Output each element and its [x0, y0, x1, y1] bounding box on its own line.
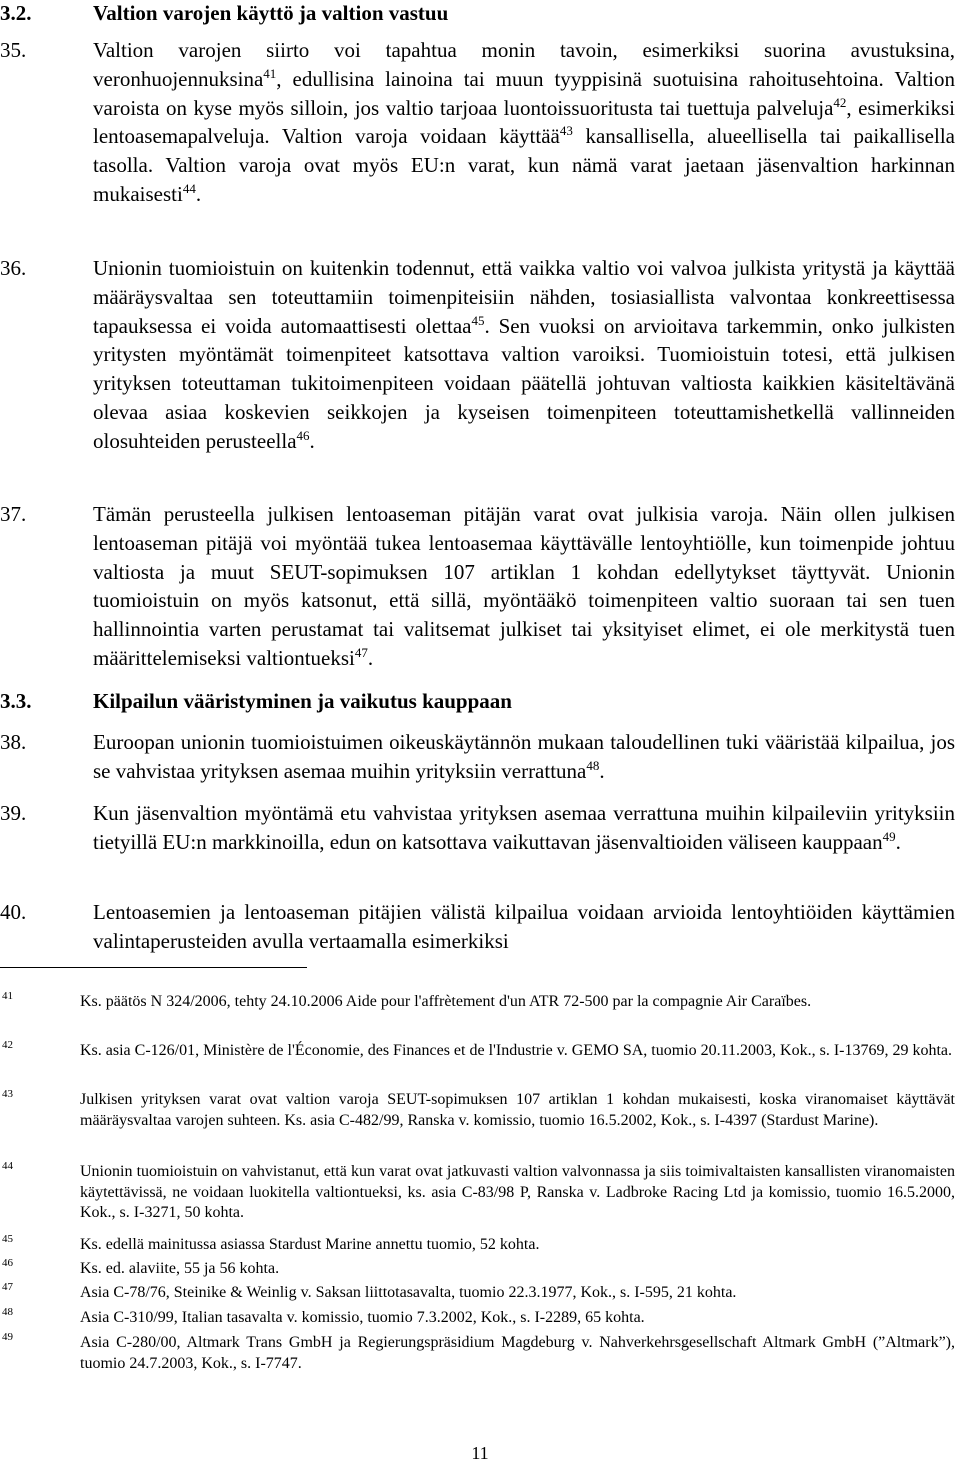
footnote-text: Ks. päätös N 324/2006, tehty 24.10.2006 Aide pour l'affrètement d'un ATR 72-500 par la compagnie Air Caraïbes.: [80, 993, 812, 1010]
section-number: 3.2.: [0, 1, 32, 25]
footnote-number: 49: [2, 1331, 13, 1343]
footnote-ref[interactable]: 45: [471, 312, 485, 328]
footnote-text: Ks. ed. alaviite, 55 ja 56 kohta.: [80, 1260, 280, 1277]
text-segment: Kun jäsenvaltion myöntämä etu vahvistaa yrityksen asemaa verrattuna muihin kilpaileviin yrityksiin tietyillä EU:n markkinoilla, edun on katsottava vaikuttavan jäsenvaltioiden väliseen kauppaan: [93, 801, 955, 854]
paragraph-number: 40.: [0, 900, 27, 924]
paragraph-number: 39.: [0, 801, 27, 825]
footnote-text: Asia C-280/00, Altmark Trans GmbH ja Regierungspräsidium Magdeburg v. Nahverkehrsgesellschaft Altmark GmbH (”Altmark”), tuomio 24.7.2003, Kok., s. I-7747.: [80, 1334, 955, 1372]
page-number: 11: [471, 1443, 489, 1463]
footnote-text: Unionin tuomioistuin on vahvistanut, että kun varat ovat jatkuvasti valtion valvonnassa ja siis toimivaltaisten kansallisten viranomaisten käytettävissä, ne voidaan luokitella valtiontueksi, ks. asia C-83/98 P, Ranska v. Ladbroke Racing Ltd ja komissio, tuomio 16.5.2000, Kok., s. I-3271, 50 kohta.: [80, 1163, 955, 1221]
paragraph-number: 38.: [0, 730, 27, 754]
footnote-text: Asia C-310/99, Italian tasavalta v. komissio, tuomio 7.3.2002, Kok., s. I-2289, 65 kohta.: [80, 1309, 645, 1326]
footnote-ref[interactable]: 47: [354, 644, 368, 660]
text-segment: .: [599, 758, 605, 783]
footnote-text: Asia C-78/76, Steinike & Weinlig v. Saksan liittotasavalta, tuomio 22.3.1977, Kok., s. I-595, 21 kohta.: [80, 1284, 737, 1301]
text-segment: Tämän perusteella julkisen lentoaseman pitäjän varat ovat julkisia varoja. Näin ollen julkisen lentoaseman pitäjä voi myöntää tukea lentoasemaa käyttävälle lentoyhtiölle, kun toimenpide johtuu valtiosta ja muut SEUT-sopimuksen 107 artiklan 1 kohdan edellytykset täyttyvät. Unionin tuomioistuin on myös katsonut, että sillä, myöntääkö toimenpiteen valtio suoraan tai sen tuen hallinnointia varten perustamat tai valitsemat julkiset tai yksityiset elimet, ei ole merkitystä tuen määrittelemiseksi valtiontueksi: [93, 502, 955, 670]
text-segment: , edullisina lainoina tai muun tyyppisinä suotuisina rahoitusehtoina. Valtion varoista on kyse myös silloin, jos valtio tarjoaa luontoissuoritusta tai tuettuja palveluja: [93, 66, 955, 120]
footnote-number: 45: [2, 1233, 13, 1245]
text-segment: .: [195, 181, 202, 206]
footnote-number: 41: [2, 990, 13, 1002]
paragraph-number: 36.: [0, 256, 27, 280]
text-segment: .: [367, 645, 374, 670]
footnote-text: Julkisen yrityksen varat ovat valtion varoja SEUT-sopimuksen 107 artiklan 1 kohdan mukaisesti, koska viranomaiset käyttävät määräysvaltaa varojen suhteen. Ks. asia C-482/99, Ranska v. komissio, tuomio 16.5.2002, Kok., s. I-4397 (Stardust Marine).: [80, 1091, 955, 1129]
section-number: 3.3.: [0, 689, 32, 713]
footnote-ref[interactable]: 46: [296, 427, 310, 443]
text-segment: Lentoasemien ja lentoaseman pitäjien välistä kilpailua voidaan arvioida lentoyhtiöiden käyttämien valintaperusteiden avulla vertaamalla esimerkiksi: [93, 900, 955, 953]
footnote-number: 42: [2, 1039, 13, 1051]
footnote-ref[interactable]: 48: [586, 757, 600, 773]
footnote-ref[interactable]: 42: [833, 94, 847, 110]
paragraph-number: 35.: [0, 38, 27, 62]
text-segment: .: [895, 829, 901, 854]
text-segment: . Sen vuoksi on arvioitava tarkemmin, onko julkisten yritysten myöntämät toimenpiteet katsottava valtion varoiksi. Tuomioistuin totesi, että julkisen yrityksen toteuttaman tukitoimenpiteen voidaan päätellä johtuvan valtiosta kaikkien käsiteltävänä olevaa asiaa koskevien seikkojen ja kyseisen toimenpiteen toteuttamishetkellä vallinneiden olosuhteiden perusteella: [93, 313, 955, 453]
text-segment: , esimerkiksi lentoasemapalveluja. Valtion varoja voidaan käyttää: [93, 95, 955, 149]
footnote-ref[interactable]: 41: [263, 65, 277, 81]
footnote-separator: [0, 967, 307, 968]
footnote-ref[interactable]: 49: [882, 828, 896, 844]
footnote-number: 44: [2, 1160, 13, 1172]
paragraph-text: [93, 36, 955, 209]
text-segment: Valtion varojen siirto voi tapahtua monin tavoin, esimerkiksi suorina avustuksina, veronhuojennuksina: [93, 38, 955, 91]
footnote-ref[interactable]: 44: [182, 180, 196, 196]
section-title: Valtion varojen käyttö ja valtion vastuu: [93, 1, 449, 25]
paragraph-text: [93, 254, 955, 456]
paragraph-text: [93, 799, 955, 857]
footnote-number: 46: [2, 1257, 13, 1269]
text-segment: kansallisella, alueellisella tai paikallisella tasolla. Valtion varoja ovat myös EU:n varat, kun nämä varat jaetaan jäsenvaltion harkinnan mukaisesti: [93, 124, 955, 206]
paragraph-text: [93, 500, 955, 673]
footnote-text: Ks. asia C-126/01, Ministère de l'Économie, des Finances et de l'Industrie v. GEMO SA, tuomio 20.11.2003, Kok., s. I-13769, 29 kohta.: [80, 1042, 953, 1059]
footnote-text: Ks. edellä mainitussa asiassa Stardust Marine annettu tuomio, 52 kohta.: [80, 1236, 540, 1253]
footnote-ref[interactable]: 43: [559, 123, 573, 139]
text-segment: Unionin tuomioistuin on kuitenkin todennut, että vaikka valtio voi valvoa julkista yritystä ja käyttää määräysvaltaa sen toteuttamiin toimenpiteisiin nähden, tosiasiallista valvontaa konkreettisessa tapauksessa ei voida automaattisesti olettaa: [93, 256, 955, 338]
paragraph-number: 37.: [0, 502, 27, 526]
text-segment: Euroopan unionin tuomioistuimen oikeuskäytännön mukaan taloudellinen tuki vääristää kilpailua, jos se vahvistaa yrityksen asemaa muihin yrityksiin verrattuna: [93, 730, 955, 783]
footnote-number: 48: [2, 1306, 13, 1318]
footnote-number: 47: [2, 1281, 13, 1293]
text-segment: .: [309, 428, 315, 453]
paragraph-text: [93, 898, 955, 956]
section-title: Kilpailun vääristyminen ja vaikutus kauppaan: [93, 689, 512, 713]
paragraph-text: [93, 728, 955, 786]
footnote-number: 43: [2, 1088, 13, 1100]
